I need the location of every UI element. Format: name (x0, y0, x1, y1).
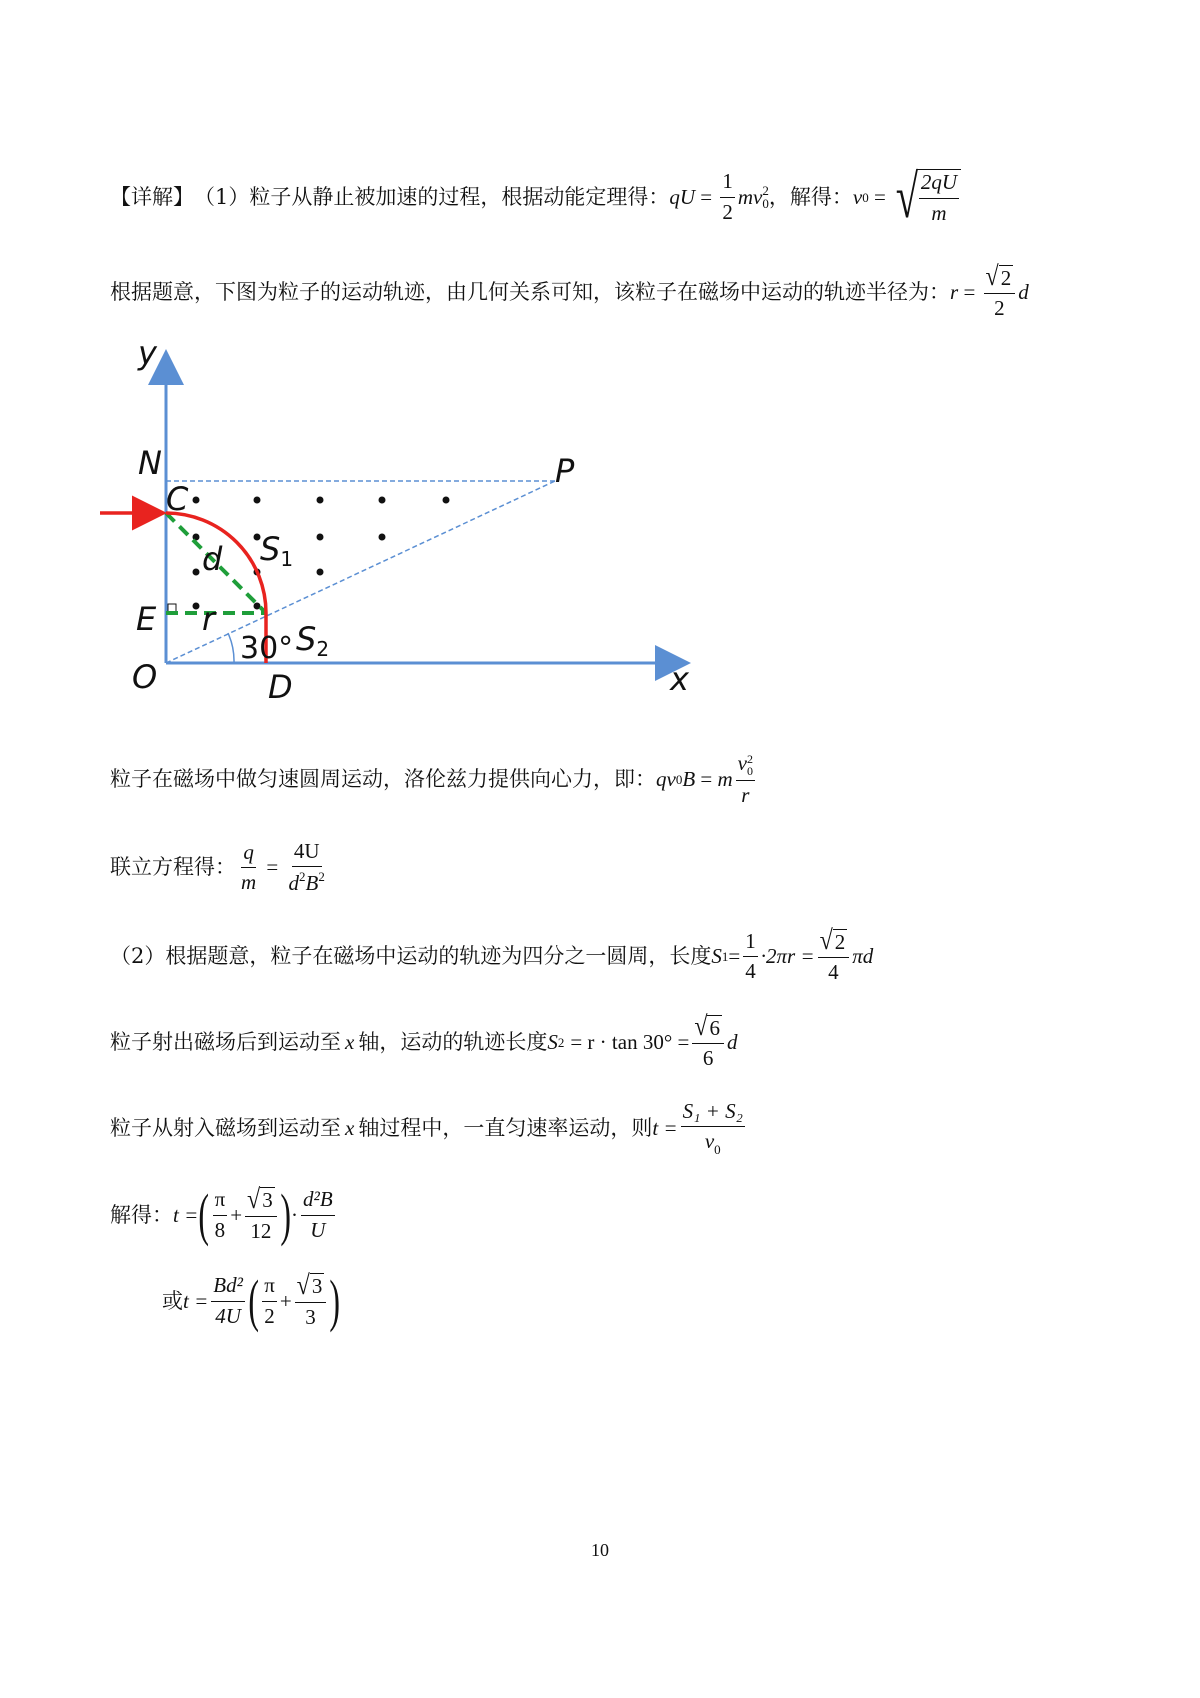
trajectory-diagram (100, 334, 720, 720)
time-result-1: t = ( $\frac{\pi}{8}$ + √ 3 12 ) · $\frac{\text{d²B}}{U}$ (173, 1182, 333, 1247)
solution-line-6: 粒子射出磁场后到运动至 x 轴，运动的轨迹长度 S 2 = r · tan 30° = √ 6 6 d (110, 1012, 738, 1071)
detail-bracket: 【详解】 (110, 184, 194, 209)
label-y: y (138, 334, 157, 372)
line1-text: （1）粒子从静止被加速的过程，根据动能定理得： (194, 184, 670, 209)
solution-line-4 (110, 840, 330, 895)
half-fraction: $\frac{1}{2}$ (722, 169, 733, 224)
label-e: E (136, 600, 157, 638)
magnetic-field-dots (193, 497, 450, 610)
solution-line-3 (110, 752, 758, 807)
line2-text: 根据题意，下图为粒子的运动轨迹，由几何关系可知，该粒子在磁场中运动的轨迹半径为： (110, 279, 950, 304)
line5-text: （2）根据题意，粒子在磁场中运动的轨迹为四分之一圆周，长度 (110, 943, 712, 968)
right-angle-marker (168, 604, 176, 612)
label-s1: S1 (260, 530, 294, 571)
radius-equation: r = √ 2 2 d (950, 262, 1029, 321)
label-angle: 30° (240, 631, 294, 666)
label-c: C (166, 480, 189, 518)
angle-arc (228, 633, 234, 663)
v0-solution: v 0 = √ $\frac{2qU}{m}$ (853, 168, 961, 226)
label-s2: S2 (296, 620, 330, 661)
solution-line-7: 粒子从射入磁场到运动至 x 轴过程中，一直匀速率运动，则 t = $\frac{\text{S₁ + S₂}}{v_0}$ (110, 1100, 748, 1157)
label-p: P (555, 452, 575, 490)
line4-text: 联立方程得： (110, 855, 236, 880)
lorentz-equation: qv 0 B = m v 2 0 r (656, 751, 753, 808)
label-d-point: D (268, 668, 293, 706)
time-result-2: t = $\frac{\text{Bd²}}{4U}$ ( $\frac{\pi}{2}$ + √ 3 3 ) (183, 1268, 341, 1333)
solution-line-8: 解得： t = ( $\frac{\pi}{8}$ + √ 3 12 ) · $\frac{\text{d²B}}{U}$ (110, 1186, 338, 1244)
label-r-length: r (202, 600, 216, 638)
time-equation: t = $\frac{\text{S₁ + S₂}}{v_0}$ (652, 1099, 743, 1158)
solution-line-1 (110, 162, 961, 231)
label-d-length: d (202, 540, 223, 578)
label-x: x (670, 660, 689, 698)
solution-line-9: 或 t = $\frac{\text{Bd²}}{4U}$ ( $\frac{\pi}{2}$ + √ 3 3 ) (162, 1268, 341, 1333)
page-number: 10 (591, 1540, 609, 1560)
line1-sep: ，解得： (768, 184, 853, 209)
kinetic-energy-equation: qU = $\frac{1}{2}$ mv 2 0 (669, 169, 769, 224)
s1-equation: S 1 = $\frac{1}{4}$ ·2πr = √ 2 4 πd (711, 926, 874, 985)
solution-line-5 (110, 928, 873, 984)
charge-mass-ratio: $\frac{q}{m}$ = $\frac{4U}{d^2B^2}$ (241, 839, 325, 896)
label-o: O (132, 658, 158, 696)
s2-equation: S 2 = r · tan 30° = √ 6 6 d (547, 1012, 738, 1071)
solution-line-2 (110, 264, 1029, 320)
line3-text: 粒子在磁场中做匀速圆周运动，洛伦兹力提供向心力，即： (110, 767, 656, 792)
label-n: N (138, 444, 162, 482)
sqrt-expression: √ $\frac{2qU}{m}$ (891, 168, 961, 226)
